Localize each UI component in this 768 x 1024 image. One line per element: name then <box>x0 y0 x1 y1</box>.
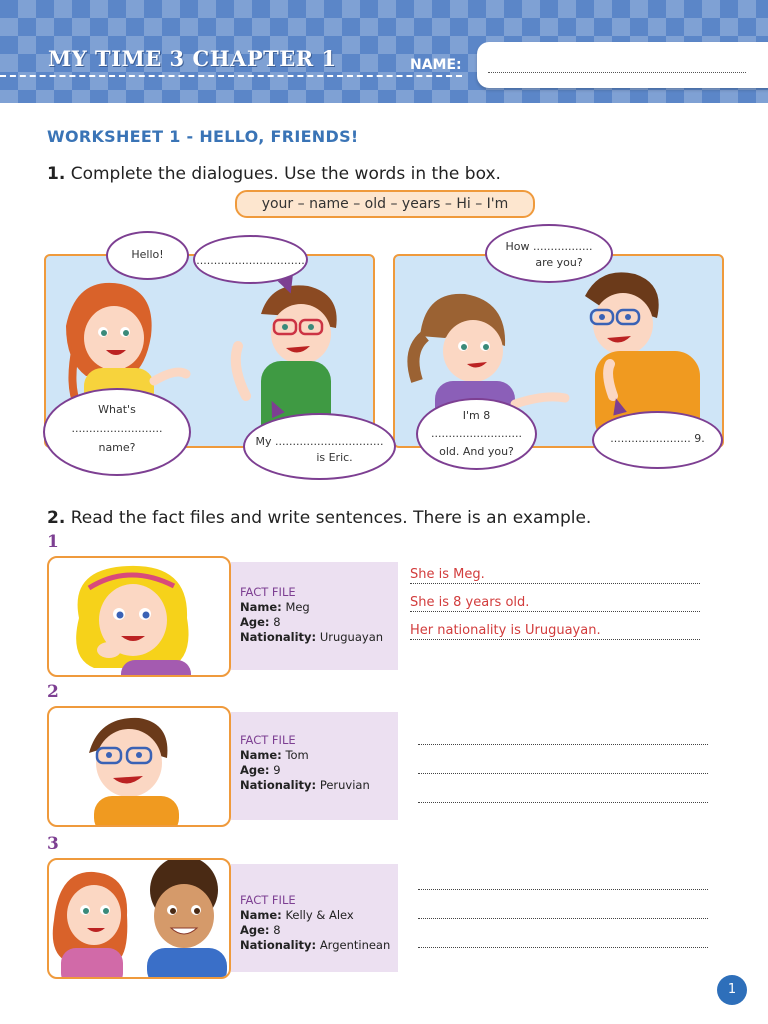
fact-file-header: FACT FILE <box>240 893 296 907</box>
bubble-text: old. And you? <box>439 445 514 458</box>
fact-file-kelly-alex <box>231 864 398 972</box>
tom-picture <box>47 706 231 827</box>
name-field-line <box>488 62 746 73</box>
item-number: 3 <box>47 834 59 854</box>
fact-value: Argentinean <box>319 938 391 952</box>
answer-line[interactable] <box>418 756 708 774</box>
bubble-text: What's <box>98 403 136 416</box>
bubble-text: Hello! <box>131 248 164 261</box>
page-title: MY TIME 3 CHAPTER 1 <box>48 46 337 71</box>
fact-label: Nationality: <box>240 630 317 644</box>
speech-bubble-my-name[interactable] <box>243 413 396 480</box>
bubble-text: .......................... <box>431 427 522 440</box>
speech-bubble-hello <box>106 231 189 280</box>
exercise1-instruction: Complete the dialogues. Use the words in the box. <box>70 164 501 184</box>
answer-line[interactable] <box>418 901 708 919</box>
meg-illustration <box>49 558 231 677</box>
name-label: NAME: <box>410 57 462 73</box>
item-number: 2 <box>47 682 59 702</box>
fact-age-row <box>240 763 398 778</box>
fact-value: Tom <box>285 748 309 762</box>
fact-age-row <box>240 615 398 630</box>
fact-age-row <box>240 923 398 938</box>
answer-line[interactable]: Her nationality is Uruguayan. <box>410 622 700 640</box>
bubble-text: ............................... <box>196 254 305 267</box>
fact-file-header: FACT FILE <box>240 585 296 599</box>
answer-line[interactable] <box>418 785 708 803</box>
speech-bubble-how-are-you[interactable] <box>485 224 613 283</box>
header-divider <box>0 75 462 77</box>
bubble-text: is Eric. <box>316 451 353 464</box>
answer-line[interactable]: She is Meg. <box>410 566 700 584</box>
bubble-text: How ................. <box>505 240 593 253</box>
fact-value: Meg <box>285 600 310 614</box>
bubble-text: name? <box>98 441 136 454</box>
answer-line[interactable] <box>418 930 708 948</box>
speech-bubble-nine[interactable] <box>592 411 723 469</box>
fact-value: Kelly & Alex <box>285 908 354 922</box>
fact-value: 8 <box>273 923 281 937</box>
fact-name-row <box>240 748 398 763</box>
page-number: 1 <box>717 975 747 1005</box>
fact-value: 9 <box>273 763 281 777</box>
bubble-text: ....................... 9. <box>610 432 705 445</box>
bubble-text: are you? <box>535 256 583 269</box>
exercise2-number: 2. <box>47 508 66 528</box>
fact-nationality-row <box>240 938 398 953</box>
answer-line[interactable] <box>418 872 708 890</box>
bubble-text: My ............................... <box>255 435 384 448</box>
fact-label: Age: <box>240 923 270 937</box>
item-number: 1 <box>47 532 59 552</box>
word-box: your – name – old – years – Hi – I'm <box>235 190 535 218</box>
kelly-alex-picture <box>47 858 231 979</box>
fact-file-header: FACT FILE <box>240 733 296 747</box>
exercise2-instruction: Read the fact files and write sentences. There is an example. <box>70 508 592 528</box>
fact-label: Name: <box>240 908 282 922</box>
answer-line[interactable]: She is 8 years old. <box>410 594 700 612</box>
fact-file-tom <box>231 712 398 820</box>
fact-label: Age: <box>240 615 270 629</box>
kelly-alex-illustration <box>49 860 231 979</box>
fact-label: Nationality: <box>240 778 317 792</box>
bubble-text: .......................... <box>71 422 163 435</box>
fact-label: Name: <box>240 600 282 614</box>
fact-name-row <box>240 600 398 615</box>
fact-file-meg <box>231 562 398 670</box>
speech-bubble-im-8[interactable] <box>416 398 537 470</box>
fact-value: Peruvian <box>319 778 370 792</box>
fact-label: Age: <box>240 763 270 777</box>
fact-value: 8 <box>273 615 281 629</box>
tom-illustration <box>49 708 231 827</box>
exercise1-heading <box>47 164 501 184</box>
fact-value: Uruguayan <box>319 630 384 644</box>
speech-bubble-whats-name[interactable] <box>43 388 191 476</box>
fact-label: Name: <box>240 748 282 762</box>
fact-nationality-row <box>240 778 398 793</box>
fact-label: Nationality: <box>240 938 317 952</box>
meg-picture <box>47 556 231 677</box>
worksheet-title: WORKSHEET 1 - HELLO, FRIENDS! <box>47 127 359 146</box>
fact-name-row <box>240 908 398 923</box>
exercise1-number: 1. <box>47 164 66 184</box>
bubble-text: I'm 8 <box>462 409 491 422</box>
exercise2-heading <box>47 508 591 528</box>
fact-nationality-row <box>240 630 398 645</box>
answer-line[interactable] <box>418 727 708 745</box>
